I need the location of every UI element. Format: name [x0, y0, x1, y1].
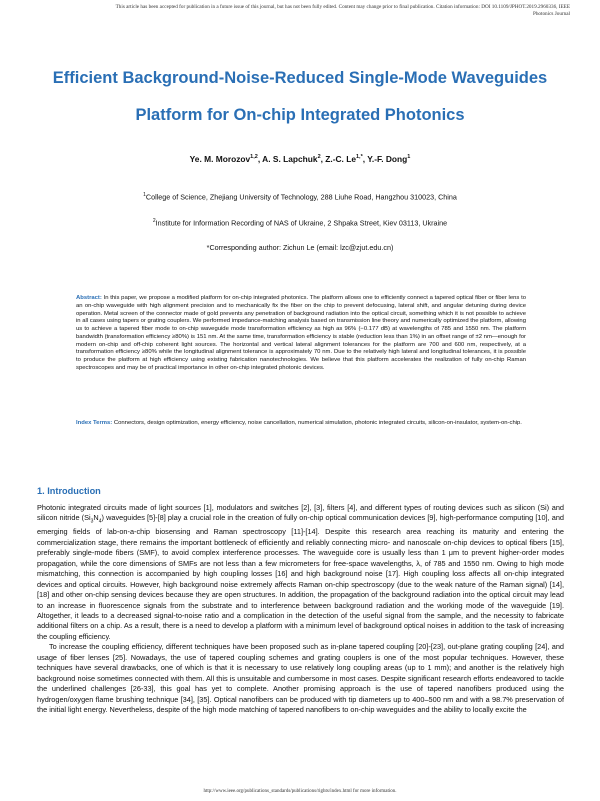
- affiliation-2-text: Institute for Information Recording of NAS of Ukraine, 2 Shpaka Street, Kiev 03113, Ukraine: [155, 218, 448, 228]
- author-4: Y.-F. Dong: [367, 154, 408, 164]
- affiliation-1-text: College of Science, Zhejiang University of Technology, 288 Liuhe Road, Hangzhou 310023, China: [145, 192, 457, 202]
- abstract-label: Abstract:: [76, 295, 102, 301]
- author-3: Z.-C. Le: [325, 154, 356, 164]
- paper-title-line-1: Efficient Background-Noise-Reduced Single-Mode Waveguides: [52, 69, 548, 87]
- journal-header: [30, 4, 570, 18]
- author-4-sup: 1: [407, 154, 411, 161]
- paragraph-1-part-c: ) waveguides [5]-[8] play a crucial role in the creation of fully on-chip optical communication devices [9], high-performance computing [10], and emerging fields of lab-on-a-chip biosensing and Raman spectroscopy [11]-[14]. Despite this research area reaching its maturity and entering the commercialization stage, there remains the important bottleneck of efficiently and reliably connecting micro- and nanoscale on-chip devices to optical fibers [15], preferably single-mode fibers (SMF), to avoid complex interference processes. The waveguide core is usually less than 1 μm to prevent higher-order modes propagation, while the core dimensions of SMFs are not less than a few micrometers for free-space wavelengths, λ, of 785 and 1550 nm. Owing to high mode mismatching, this connection is accompanied by high coupling losses [16] and high background noise [17]. High coupling loss affects all on-chip integrated devices and optical circuits. However, high background noise extremely affects Raman on-chip spectroscopy (due to the weak nature of the Raman signal) [14], [18] and other on-chip sensing devices because they are open structures. In addition, the propagation of the background radiation into the optical circuit may lead to an increase in fluorescence signals from the substrate and to interference between background radiation and the working mode of the waveguide [19]. Altogether, it leads to a decreased signal-to-noise ratio and a complication in the detection of the useful signal from the sample, and the necessity to fabricate additional filters on a chip. As a result, there is a need to develop a platform with a minimum level of background optical noises in addition to the task of increasing the coupling efficiency.: [37, 513, 564, 641]
- paragraph-2: To increase the coupling efficiency, different techniques have been proposed such as in-plane tapered coupling [20]-[23], out-plane grating coupling [24], and usage of fiber lenses [25]. Nowadays, the use of tapered coupling schemes and grating couplers is one of the most popular techniques. However, these techniques have several drawbacks, one of which is that it is necessary to use relatively long coupling areas (up to 1 mm); and another is the relatively high background noise sometimes connected with them. All this is unsuitable and cumbersome in most cases. Despite significant research efforts endeavored to tackle the underlined challenges [26-33], this goal has yet to complete. Another promising approach is the use of tapered nanofibers produced using the hydrogen/oxygen flame brushing technique [34], [35]. Optical nanofibers can be produced with tip diameters up to 400–500 nm and with a 98.7% preservation of the initial light energy. Nevertheless, despite of the high mode matching of tapered nanofibers to on-chip waveguides and the ability to locally excite the: [37, 642, 564, 715]
- paragraph-1-part-a: Photonic integrated circuits made of light sources [1], modulators and switches [2], [3], filters [4], and different types of routing devices such as silicon (Si) and silicon nitride (Si: [37, 503, 564, 523]
- corresponding-author: *Corresponding author: Zichun Le (email: lzc@zjut.edu.cn): [206, 243, 394, 252]
- author-2: A. S. Lapchuk: [262, 154, 318, 164]
- author-list: Ye. M. Morozov$^{1,2}$, A. S. Lapchuk$^2$, Z.-C. $Le^{1,*}$, Y.-F. Dong$^1$: [189, 154, 411, 164]
- abstract: [76, 295, 526, 373]
- header-line-1: This article has been accepted for publication in a future issue of this journal, but has not been fully edited. Content may change prior to final publication. Citation information: DOI 10.1109/JPHOT.2019.2960336, IEEE: [115, 4, 570, 10]
- subscript-3: 3: [90, 518, 94, 525]
- paragraph-1: [37, 503, 564, 642]
- affiliation-1-sup: 1: [143, 192, 146, 198]
- author-1-sup: 1,2: [250, 154, 258, 161]
- header-line-2: Photonics Journal: [532, 11, 570, 17]
- index-terms-text: Connectors, design optimization, energy efficiency, noise cancellation, numerical simulation, photonic integrated circuits, silicon-on-insulator, system-on-chip.: [113, 420, 522, 426]
- author-2-sup: 2: [317, 154, 321, 161]
- author-1: Ye. M. Morozov: [189, 154, 251, 164]
- affiliation-1: [0, 192, 600, 201]
- abstract-text: In this paper, we propose a modified platform for on-chip integrated photonics. The platform allows one to efficiently connect a tapered optical fiber or fiber lens to an on-chip waveguide with high alignment precision and to mechanically fix the fiber on the chip to prevent defocusing, lateral shift, and angular detuning during device operation. Metal screen of the connector made of gold prevents any penetration of background radiation into the optical circuit, something which it is not possible to achieve in all cases using tapers or grating couplers. We performed impedance-matching analysis based on transmission line theory and numerically optimized the platform, allowing us to achieve a tapered fiber mode to on-chip waveguide mode transformation efficiency as high as 96% (−0.177 dB) at wavelengths of 785 and 1550 nm. The platform bandwidth (transformation efficiency ≥80%) is 151 nm. At the same time, transformation efficiency is stable (reduction less than 1%) in an offset range of ±2 nm—enough for modern on-chip and off-chip coherent light sources. The horizontal and vertical lateral alignment tolerances for the platform are 700 and 600 nm, respectively, at a transformation efficiency ≥80% while the longitudinal alignment tolerance is approximately 70 nm. Due to the relatively high lateral and longitudinal tolerances, it is possible to produce the platform at high efficiency using existing fabrication nanotechnologies. We believe that this platform accelerates the realization of fully on-chip Raman spectroscopes and may be of practical importance in other on-chip integrated photonic devices.: [76, 295, 526, 371]
- subscript-4: 4: [98, 518, 102, 525]
- paragraph-1-part-b: N: [93, 513, 99, 523]
- section-heading-introduction: 1. Introduction: [37, 486, 101, 496]
- affiliation-2: [0, 218, 600, 227]
- index-terms: [76, 420, 526, 428]
- index-terms-label: Index Terms:: [76, 420, 113, 426]
- affiliation-2-sup: 2: [152, 218, 156, 224]
- author-3-sup: 1,*: [356, 154, 363, 161]
- paper-title-line-2: Platform for On-chip Integrated Photonics: [135, 106, 465, 124]
- introduction-body: [37, 503, 564, 788]
- page-footer: http://www.ieee.org/publications_standards/publications/rights/index.html for more information.: [203, 789, 397, 794]
